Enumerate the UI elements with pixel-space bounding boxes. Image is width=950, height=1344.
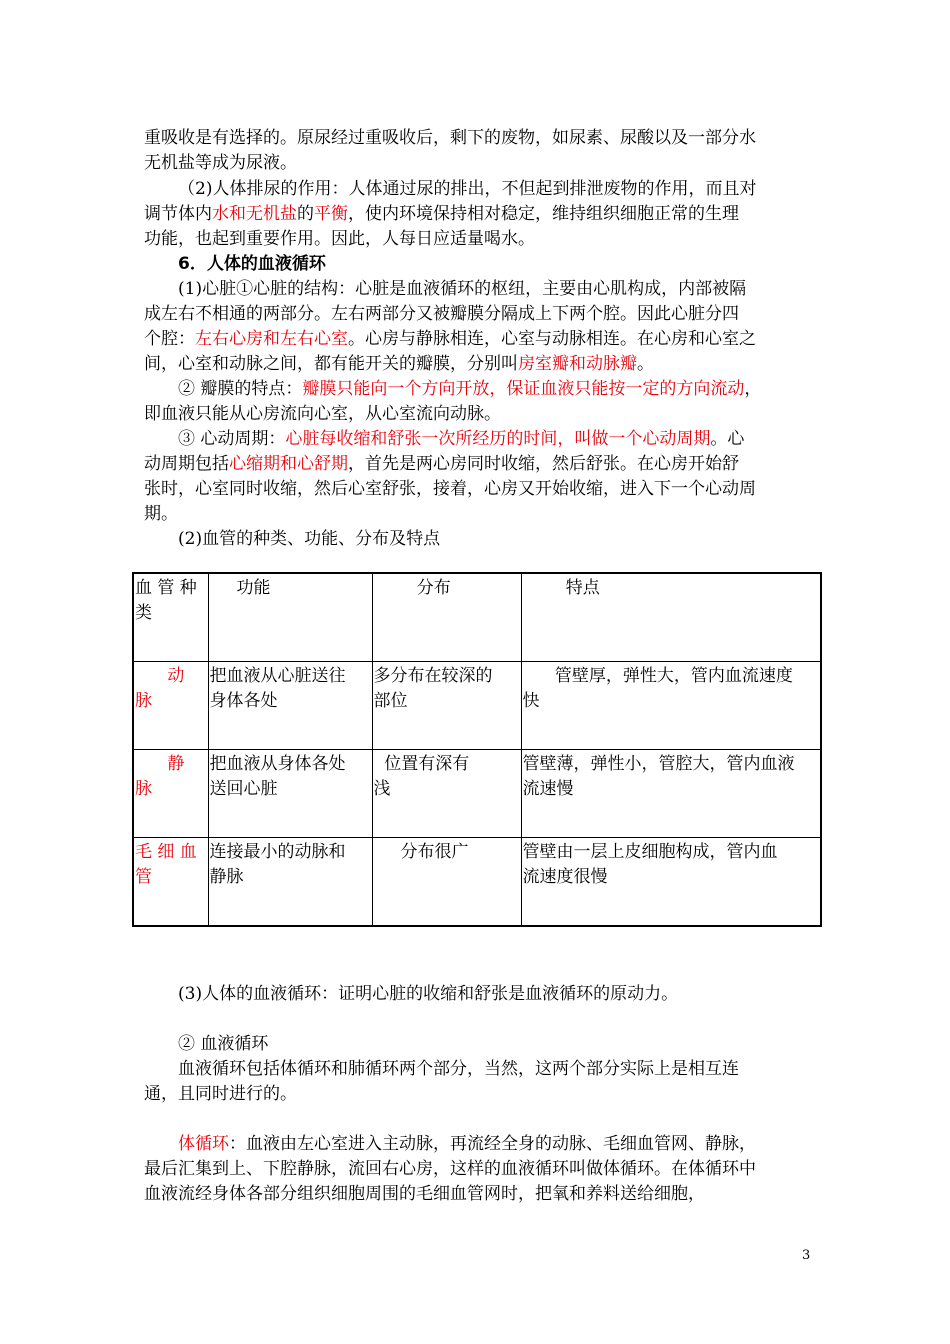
highlight-text: 瓣膜只能向一个方向开放，保证血液只能按一定的方向流动 <box>302 379 745 399</box>
paragraph-line <box>144 202 950 227</box>
text-run: ，首先是两心房同时收缩，然后舒张。在心房开始舒 <box>348 454 739 474</box>
highlight-text: 平衡 <box>314 204 348 224</box>
paragraph-line: 张时，心室同时收缩，然后心室舒张，接着，心房又开始收缩，进入下一个心动周 <box>144 479 756 499</box>
text-run: 。 <box>637 354 654 374</box>
paragraph-line <box>178 377 950 402</box>
table-row <box>133 750 821 838</box>
table-header-cell <box>208 573 372 662</box>
section-heading: 6．人体的血液循环 <box>178 254 326 274</box>
highlight-text: 水和无机盐 <box>212 204 297 224</box>
highlight-text: 心缩期和心舒期 <box>229 454 348 474</box>
table-header-row <box>133 573 821 662</box>
table-header-cell <box>521 573 821 662</box>
paragraph-line <box>144 452 950 477</box>
paragraph-line: 通，且同时进行的。 <box>144 1084 297 1104</box>
text-run: 间，心室和动脉之间，都有能开关的瓣膜，分别叫 <box>144 354 518 374</box>
highlight-text: 体循环 <box>178 1134 229 1154</box>
table-cell <box>208 838 372 927</box>
paragraph-line: 即血液只能从心房流向心室，从心室流向动脉。 <box>144 404 501 424</box>
paragraph-line <box>178 427 950 452</box>
cell-text: 分布很广 <box>373 842 469 862</box>
text-run: ，使内环境保持相对稳定，维持组织细胞正常的生理 <box>348 204 739 224</box>
text-run: 个腔： <box>144 329 195 349</box>
paragraph-line: （2)人体排尿的作用：人体通过尿的排出，不但起到排泄废物的作用，而且对 <box>178 179 757 199</box>
cell-text: 把血液从心脏送往 身体各处 <box>209 666 346 711</box>
table-cell <box>521 662 821 750</box>
paragraph-line: 血液流经身体各部分组织细胞周围的毛细血管网时，把氧和养料送给细胞， <box>144 1184 705 1204</box>
cell-text: 分布 <box>373 578 451 598</box>
paragraph-line: 期。 <box>144 504 178 524</box>
paragraph-line: 血液循环包括体循环和肺循环两个部分，当然，这两个部分实际上是相互连 <box>178 1059 739 1079</box>
page-number: 3 <box>802 1248 811 1263</box>
paragraph-line: 功能，也起到重要作用。因此，人每日应适量喝水。 <box>144 229 535 249</box>
cell-text: 把血液从身体各处 送回心脏 <box>209 754 346 799</box>
paragraph-line: (2)血管的种类、功能、分布及特点 <box>178 529 441 549</box>
text-run: 的 <box>297 204 314 224</box>
table-header-cell <box>372 573 521 662</box>
table-cell <box>372 662 521 750</box>
text-run: 调节体内 <box>144 204 212 224</box>
table-cell <box>133 662 208 750</box>
text-run: ② 瓣膜的特点： <box>178 379 303 399</box>
table-cell <box>133 750 208 838</box>
cell-text: 特点 <box>522 578 600 598</box>
cell-text: 动 脉 <box>135 666 185 711</box>
table-cell <box>208 750 372 838</box>
cell-text: 血 管 种 类 <box>135 578 197 623</box>
cell-text: 多分布在较深的 部位 <box>373 666 493 711</box>
paragraph-line: (3)人体的血液循环：证明心脏的收缩和舒张是血液循环的原动力。 <box>178 984 679 1004</box>
paragraph-line <box>178 1132 950 1157</box>
table-row <box>133 838 821 927</box>
paragraph-line: 无机盐等成为尿液。 <box>144 153 297 173</box>
paragraph-line: (1)心脏①心脏的结构：心脏是血液循环的枢纽，主要由心肌构成，内部被隔 <box>178 279 747 299</box>
highlight-text: 左右心房和左右心室 <box>195 329 348 349</box>
table-cell <box>133 838 208 927</box>
vessel-table <box>132 572 822 927</box>
cell-text: 管壁薄，弹性小，管腔大，管内血液 流速慢 <box>522 754 795 799</box>
paragraph-line: 成左右不相通的两部分。左右两部分又被瓣膜分隔成上下两个腔。因此心脏分四 <box>144 304 739 324</box>
text-run: ③ 心动周期： <box>178 429 286 449</box>
table-header-cell <box>133 573 208 662</box>
paragraph-line: 重吸收是有选择的。原尿经过重吸收后，剩下的废物，如尿素、尿酸以及一部分水 <box>144 128 756 148</box>
text-run: 。心房与静脉相连，心室与动脉相连。在心房和心室之 <box>348 329 756 349</box>
text-run: 。心 <box>710 429 745 449</box>
cell-text: 位置有深有 浅 <box>373 754 470 799</box>
highlight-text: 心脏每收缩和舒张一次所经历的时间，叫做一个心动周期 <box>285 429 711 449</box>
table-cell <box>521 838 821 927</box>
text-run: 动周期包括 <box>144 454 229 474</box>
cell-text: 毛 细 血 管 <box>135 842 197 887</box>
table-cell <box>208 662 372 750</box>
highlight-text: 房室瓣和动脉瓣 <box>518 354 637 374</box>
cell-text: 管壁厚，弹性大，管内血流速度 快 <box>522 666 793 711</box>
cell-text: 管壁由一层上皮细胞构成，管内血 流速度很慢 <box>522 842 778 887</box>
paragraph-line: 最后汇集到上、下腔静脉，流回右心房，这样的血液循环叫做体循环。在体循环中 <box>144 1159 756 1179</box>
table-cell <box>521 750 821 838</box>
text-run: ：血液由左心室进入主动脉，再流经全身的动脉、毛细血管网、静脉， <box>229 1134 756 1154</box>
table-cell <box>372 838 521 927</box>
cell-text: 静 脉 <box>135 754 185 799</box>
cell-text: 连接最小的动脉和 静脉 <box>209 842 346 887</box>
paragraph-line <box>144 352 950 377</box>
paragraph-line: ② 血液循环 <box>178 1034 269 1054</box>
text-run: ， <box>744 379 762 399</box>
paragraph-line <box>144 327 950 352</box>
table-cell <box>372 750 521 838</box>
cell-text: 功能 <box>209 578 271 598</box>
table-row <box>133 662 821 750</box>
